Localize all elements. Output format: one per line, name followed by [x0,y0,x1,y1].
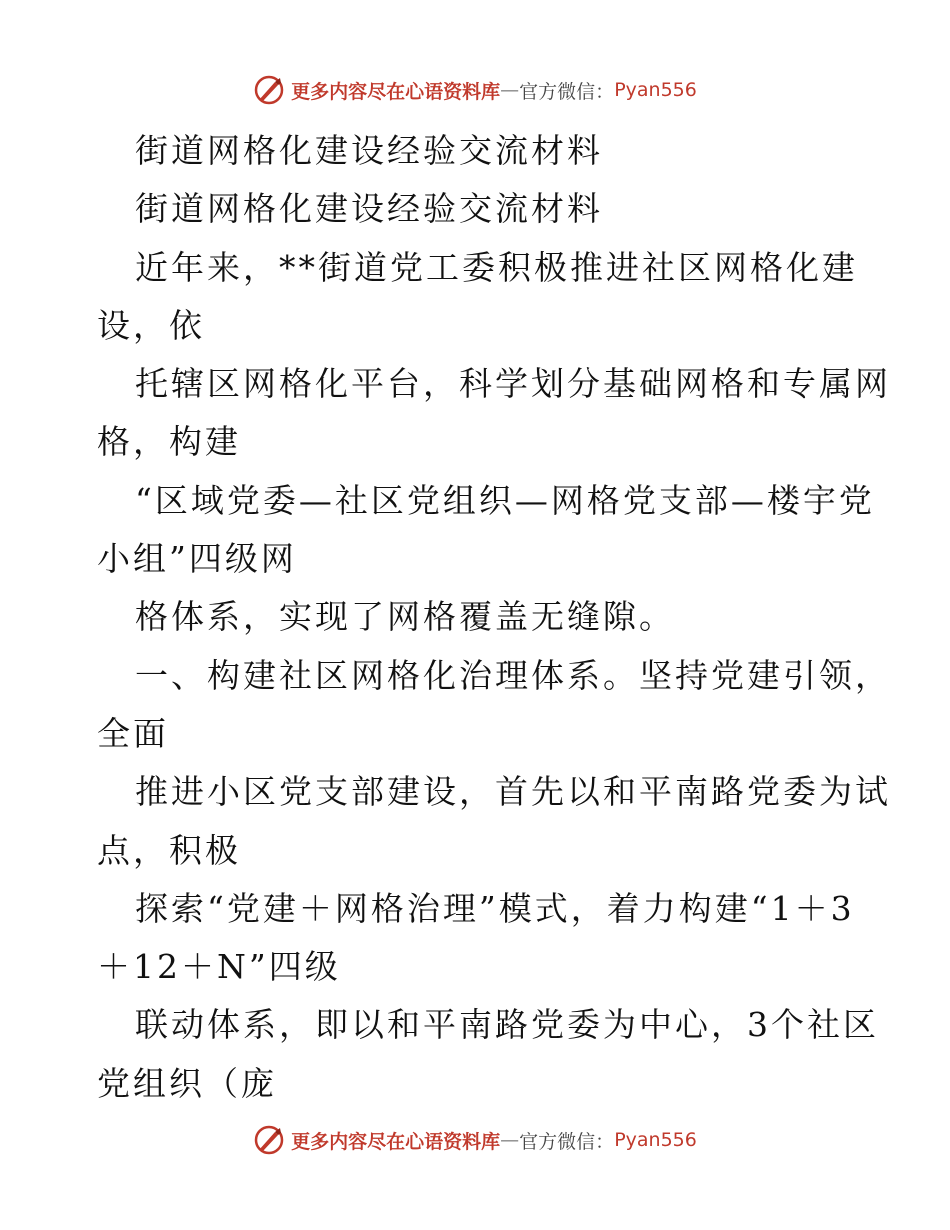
doc-line: 近年来，**街道党工委积极推进社区网格化建 [135,247,858,287]
doc-line: 格体系，实现了网格覆盖无缝隙。 [135,597,675,637]
doc-line: 全面 [97,713,169,753]
quill-logo-icon [253,74,285,106]
banner-separator: — [500,1129,520,1151]
banner-official-label: 官方微信： [519,80,615,103]
doc-line: 推进小区党支部建设，首先以和平南路党委为试 [135,772,891,812]
document-body [97,122,891,1113]
doc-section-heading: 一、构建社区网格化治理体系。坚持党建引领， [135,655,891,695]
doc-line: 小组”四级网 [97,539,297,579]
doc-line: 联动体系，即以和平南路党委为中心，3个社区 [135,1005,879,1045]
doc-line: 格，构建 [97,422,241,462]
doc-line: ＋12＋N”四级 [97,947,341,987]
quill-logo-icon [253,1124,285,1156]
doc-subtitle: 街道网格化建设经验交流材料 [135,189,603,229]
banner-official-label: 官方微信： [519,1130,615,1153]
doc-line: 设，依 [97,305,205,345]
banner-main-text: 更多内容尽在心语资料库 [291,80,501,103]
doc-line: “区域党委—社区党组织—网格党支部—楼宇党 [135,480,875,520]
doc-line: 探索“党建＋网格治理”模式，着力构建“1＋3 [135,888,855,928]
banner-wechat-id: Pyan556 [614,79,697,101]
doc-line: 点，积极 [97,830,241,870]
doc-title: 街道网格化建设经验交流材料 [135,131,603,170]
banner-main-text: 更多内容尽在心语资料库 [291,1130,501,1153]
banner-separator: — [500,79,520,101]
doc-line: 托辖区网格化平台，科学划分基础网格和专属网 [135,364,891,404]
header-banner [0,70,950,110]
banner-wechat-id: Pyan556 [614,1129,697,1151]
footer-banner [0,1120,950,1160]
doc-line: 党组织（庞 [97,1063,277,1103]
